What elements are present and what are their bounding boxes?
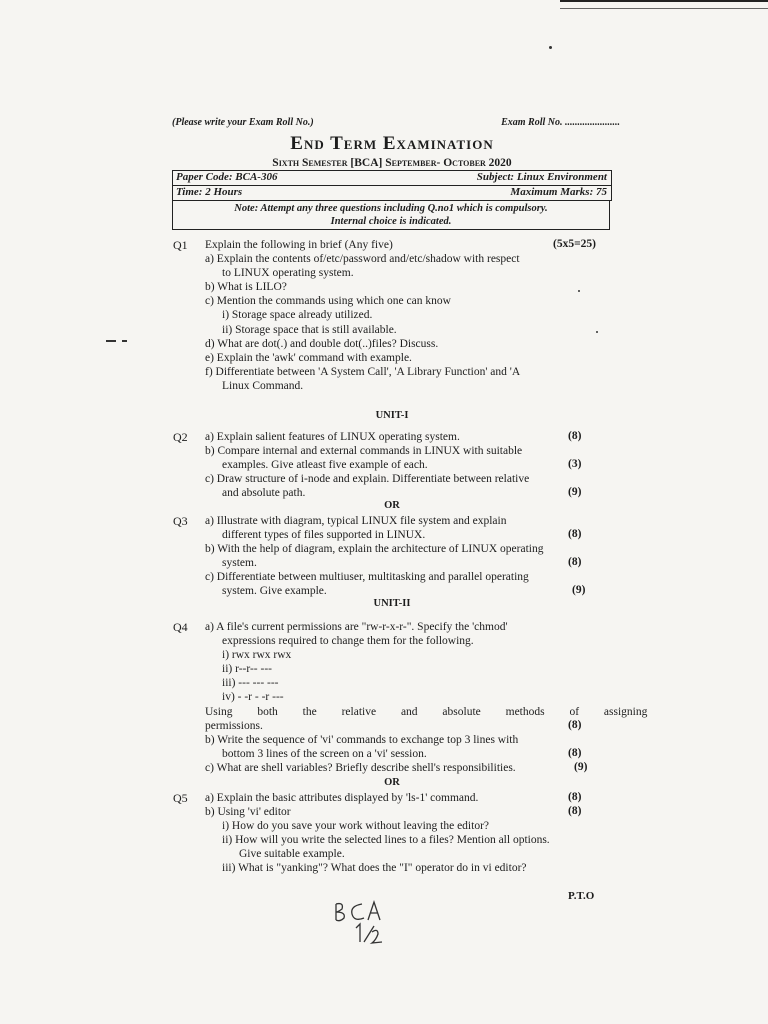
question-number: Q4 [173, 620, 188, 634]
q1-stem: Explain the following in brief (Any five) [205, 239, 393, 251]
question-5 [205, 791, 550, 876]
question-3 [205, 514, 543, 599]
q3-part-b: b) With the help of diagram, explain the architecture of LINUX operating [205, 543, 544, 556]
q3-part-b-cont: system. [222, 557, 257, 570]
unit-heading: UNIT-I [375, 410, 409, 421]
part-marks: (8) [568, 747, 582, 759]
q4-part-c: c) What are shell variables? Briefly describe shell's responsibilities. [205, 761, 516, 774]
part-marks: (8) [568, 791, 582, 803]
q1-part-c: c) Mention the commands using which one can know [205, 295, 451, 308]
note-line-1: Note: Attempt any three questions including Q.no1 which is compulsory. [234, 203, 548, 214]
question-2 [205, 430, 529, 500]
q4-part-a-ii: ii) r--r-- --- [222, 663, 272, 676]
scan-edge-line [560, 0, 768, 9]
q1-part-d: d) What are dot(.) and double dot(..)files? Discuss. [205, 337, 439, 350]
q2-part-c-cont: and absolute path. [222, 487, 306, 500]
q4-part-b: b) Write the sequence of 'vi' commands to exchange top 3 lines with [205, 733, 519, 746]
q5-part-b-ii: ii) How will you write the selected lines to a files? Mention all options. [222, 834, 550, 847]
q2-part-c: c) Draw structure of i-node and explain. Differentiate between relative [205, 473, 530, 486]
handwritten-signature [328, 896, 398, 946]
instructions-note [172, 200, 610, 230]
scan-speck [122, 340, 127, 342]
time-allowed: Time: 2 Hours [176, 186, 243, 198]
q2-part-a: a) Explain salient features of LINUX operating system. [205, 431, 460, 443]
question-number: Q2 [173, 430, 188, 444]
or-separator: OR [384, 500, 400, 511]
scan-speck [106, 340, 116, 342]
roll-note: (Please write your Exam Roll No.) [172, 117, 314, 128]
q1-part-f-cont: Linux Command. [222, 379, 304, 392]
question-number: Q3 [173, 514, 188, 528]
part-marks: (8) [568, 719, 582, 731]
note-line-2: Internal choice is indicated. [330, 216, 452, 227]
q2-part-b: b) Compare internal and external commands in LINUX with suitable [205, 445, 523, 458]
exam-roll-label: Exam Roll No. ...................... [501, 117, 620, 128]
paper-info-row [173, 171, 611, 186]
q4-part-a-i: i) rwx rwx rwx [222, 649, 292, 662]
q4-using: Using both the relative and absolute methods of assigning [205, 705, 648, 718]
question-1 [205, 238, 520, 393]
part-marks: (9) [574, 761, 588, 773]
scan-speck [578, 290, 580, 292]
q1-part-f: f) Differentiate between 'A System Call', 'A Library Function' and 'A [205, 365, 521, 378]
please-turn-over: P.T.O [568, 890, 595, 902]
paper-code: Paper Code: BCA-306 [176, 171, 278, 183]
maximum-marks: Maximum Marks: 75 [510, 186, 607, 198]
q3-part-c-cont: system. Give example. [222, 585, 327, 598]
q5-part-b-iii: iii) What is "yanking"? What does the "I" operator do in vi editor? [222, 862, 527, 875]
q1-part-a: a) Explain the contents of/etc/password and/etc/shadow with respect [205, 253, 520, 266]
q5-part-a: a) Explain the basic attributes displayed by 'ls-1' command. [205, 792, 479, 804]
question-number: Q5 [173, 791, 188, 805]
q5-part-b: b) Using 'vi' editor [205, 806, 291, 819]
scan-speck [596, 331, 598, 333]
roll-number-row [172, 117, 620, 128]
part-marks: (9) [568, 486, 582, 498]
q3-part-a: a) Illustrate with diagram, typical LINUX file system and explain [205, 515, 507, 527]
q4-using-cont: permissions. [205, 719, 263, 732]
part-marks: (8) [568, 430, 582, 442]
q2-part-b-cont: examples. Give atleast five example of each. [222, 459, 428, 472]
q3-part-c: c) Differentiate between multiuser, multitasking and parallel operating [205, 571, 529, 584]
q4-part-a-iv: iv) - -r - -r --- [222, 691, 284, 704]
semester-line: Sixth Semester [BCA] September- October 2020 [272, 157, 512, 169]
q4-part-a-iii: iii) --- --- --- [222, 677, 279, 690]
unit-heading: UNIT-II [373, 598, 411, 609]
part-marks: (8) [568, 528, 582, 540]
q5-part-b-i: i) How do you save your work without leaving the editor? [222, 820, 489, 833]
q1-part-a-cont: to LINUX operating system. [222, 267, 354, 280]
q4-part-b-cont: bottom 3 lines of the screen on a 'vi' session. [222, 747, 427, 760]
q1-part-c-ii: ii) Storage space that is still available. [222, 323, 397, 336]
q4-part-a: a) A file's current permissions are "rw-r-x-r-". Specify the 'chmod' [205, 621, 508, 633]
question-number: Q1 [173, 238, 188, 252]
time-marks-row [173, 186, 611, 200]
part-marks: (3) [568, 458, 582, 470]
q4-part-a-cont: expressions required to change them for the following. [222, 635, 474, 648]
q1-part-c-i: i) Storage space already utilized. [222, 309, 373, 322]
subject: Subject: Linux Environment [476, 171, 607, 183]
part-marks: (8) [568, 556, 582, 568]
paper-info-box [172, 170, 612, 201]
q5-part-b-ii-cont: Give suitable example. [239, 848, 345, 861]
page-title: End Term Examination [290, 133, 494, 154]
q1-part-b: b) What is LILO? [205, 281, 287, 294]
q3-part-a-cont: different types of files supported in LINUX. [222, 529, 426, 542]
part-marks: (9) [572, 584, 586, 596]
or-separator: OR [384, 777, 400, 788]
q1-part-e: e) Explain the 'awk' command with example. [205, 351, 412, 364]
question-marks: (5x5=25) [553, 238, 596, 250]
scan-speck [549, 46, 552, 49]
part-marks: (8) [568, 805, 582, 817]
